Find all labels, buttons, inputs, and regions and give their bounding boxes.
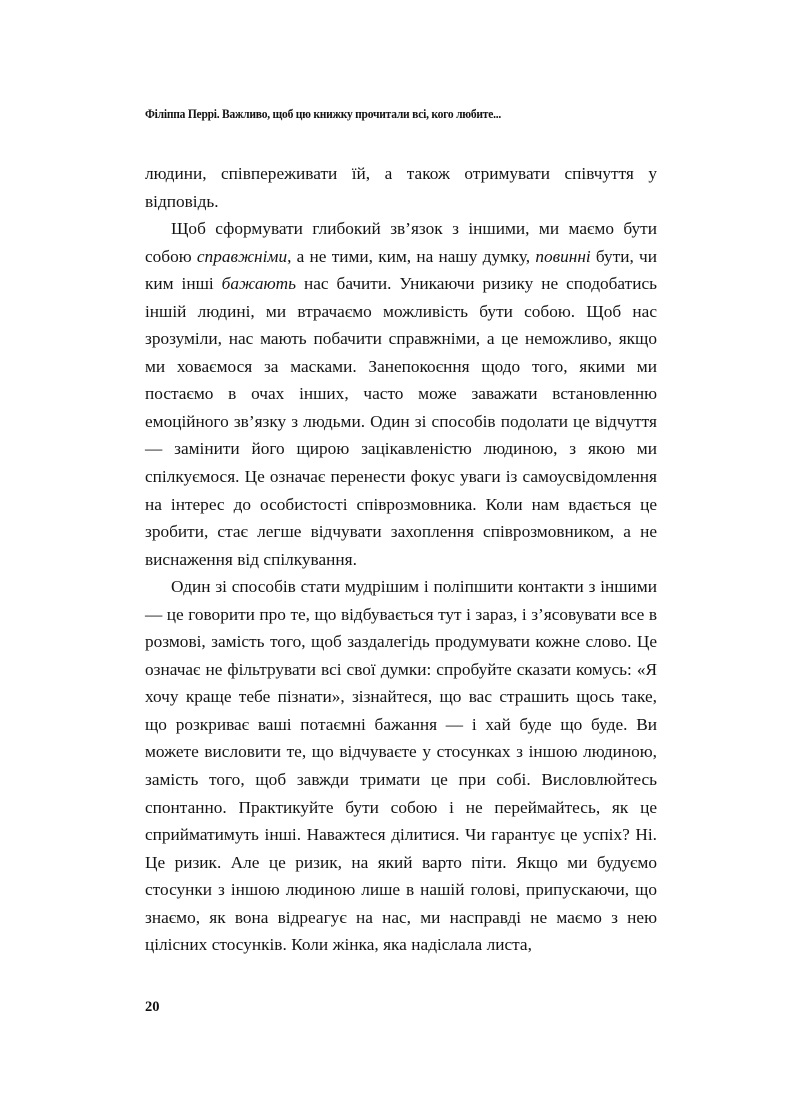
emphasis-text: справжніми (196, 246, 288, 266)
emphasis-text: бажають (221, 274, 297, 294)
paragraph: Щоб сформувати глибокий зв’язок з іншими, ми маємо бути собою справжніми, а не тими, ким, на нашу думку, повинні бути, чи ким інші бажають нас бачити. Уникаючи ризику не сподобатись іншій людині, ми втрачаємо можливість бути собою. Щоб нас зрозуміли, нас мають побачити справжніми, а це неможливо, якщо ми ховаємося за масками. Занепокоєння щодо того, якими ми постаємо в очах інших, часто може заважати встановленню емоційного зв’язку з людьми. Один зі способів подолати це відчуття — замінити його щирою зацікавленістю людиною, з якою ми спілкуємося. Це означає перенести фокус уваги із самоусвідомлення на інтерес до особистості співрозмовника. Коли нам вдається це зробити, стає легше відчувати захоплення співрозмовником, а не виснаження від спілкування. (145, 219, 657, 569)
paragraph: Один зі способів стати мудрішим і поліпшити контакти з іншими — це говорити про те, що відбувається тут і зараз, і з’ясовувати все в розмові, замість того, щоб заздалегідь продумувати кожне слово. Це означає не фільтрувати всі свої думки: спробуйте сказати комусь: «Я хочу краще тебе пізнати», зізнайтеся, що вас страшить щось таке, що розкриває ваші потаємні бажання — і хай буде що буде. Ви можете висловити те, що відчуваєте у стосунках з іншою людиною, замість того, щоб завжди тримати це при собі. Висловлюйтесь спонтанно. Практикуйте бути собою і не переймайтесь, як це сприйматимуть інші. Наважтеся ділитися. Чи гарантує це успіх? Ні. Це ризик. Але це ризик, на який варто піти. Якщо ми будуємо стосунки з іншою людиною лише в нашій голові, припускаючи, що знаємо, як вона відреагує на нас, ми насправді не маємо з нею цілісних стосунків. Коли жінка, яка надіслала листа, (145, 577, 657, 955)
paragraph: людини, співпереживати їй, а також отримувати співчуття у відповідь. (145, 164, 657, 211)
running-head: Філіппа Перрі. Важливо, щоб цю книжку прочитали всі, кого любите... (145, 107, 502, 121)
body-text-block (145, 160, 657, 959)
page-number: 20 (145, 999, 160, 1015)
emphasis-text: повинні (535, 246, 591, 266)
